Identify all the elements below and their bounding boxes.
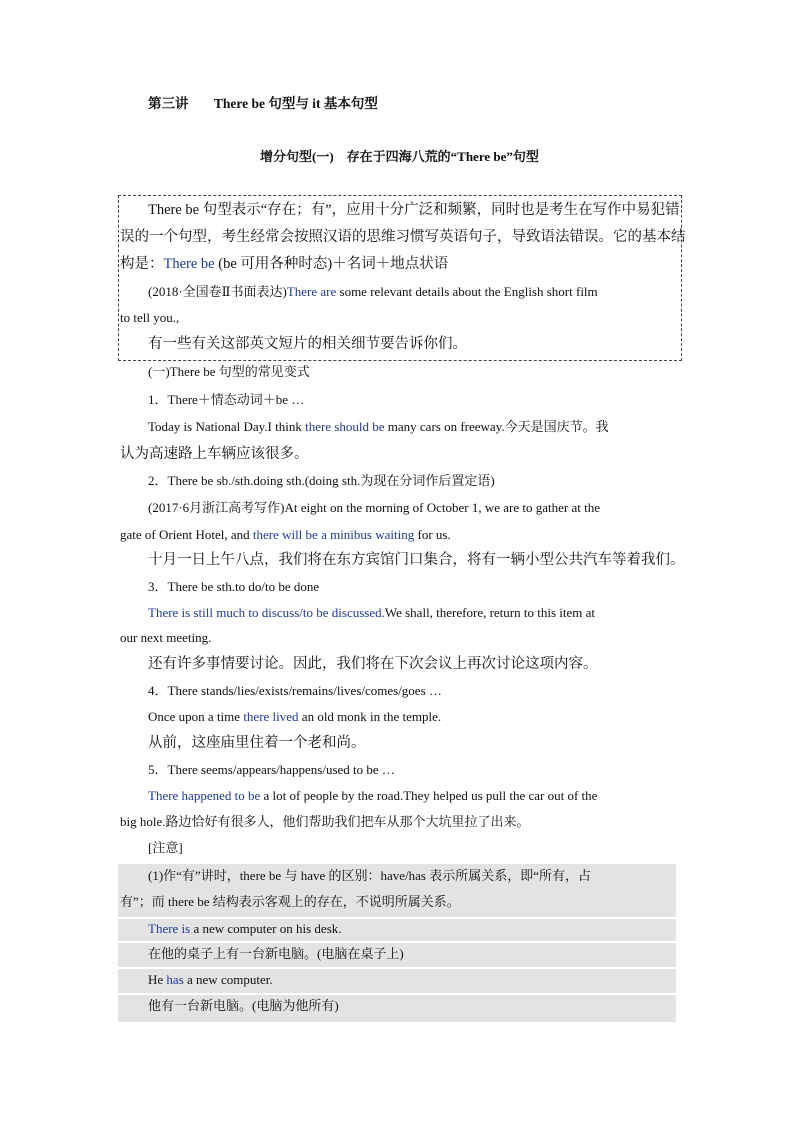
variant-4-highlight: there lived (243, 709, 299, 724)
example-rest: some relevant details about the English short film (336, 284, 598, 299)
variant-2-title (148, 472, 495, 490)
variant-5-title: 5．There seems/appears/happens/used to be … (148, 762, 395, 777)
section-title: 增分句型(一) 存在于四海八荒的“There be”句型 (260, 149, 539, 164)
note-example-1-highlight: There is (148, 921, 191, 936)
variant-5-example-cont: big hole.路边恰好有很多人，他们帮助我们把车从那个大坑里拉了出来。 (120, 814, 530, 829)
structure-formula: (be 可用各种时态)＋名词＋地点状语 (214, 256, 449, 272)
note-example-2-rest: a new computer. (183, 972, 273, 987)
intro-line-3 (120, 255, 448, 273)
note-example-2-pre: He (148, 972, 167, 987)
note-divider (118, 967, 676, 969)
variant-2-source: (2017·6月浙江高考写作) (148, 500, 285, 515)
lecture-heading (148, 95, 378, 113)
intro-example-cn: 有一些有关这部英文短片的相关细节要告诉你们。 (148, 336, 467, 352)
lecture-number: 第三讲 (148, 96, 189, 112)
variant-5-rest: a lot of people by the road.They helped us pull the car out of the (260, 788, 598, 803)
variant-2-highlight: there will be a minibus waiting (252, 527, 415, 542)
example-source: (2018·全国卷Ⅱ书面表达) (148, 284, 287, 299)
note-label: [注意] (148, 840, 183, 855)
variant-1-example-cont: 认为高速路上车辆应该很多。 (120, 446, 309, 462)
variant-2-rest: At eight on the morning of October 1, we are to gather at the (284, 500, 601, 515)
variant-4-cn: 从前，这座庙里住着一个老和尚。 (148, 735, 366, 751)
variant-2-example (148, 499, 600, 517)
intro-line-1: There be 句型表示“存在；有”，应用十分广泛和频繁，同时也是考生在写作中易犯错 (148, 202, 680, 218)
variant-3-rest: We shall, therefore, return to this item at (384, 605, 596, 620)
intro-line-3-prefix: 构是： (120, 256, 164, 272)
note-example-2-cn: 他有一台新电脑。(电脑为他所有) (148, 998, 339, 1013)
structure-highlight: There be (163, 256, 215, 272)
variant-5-example (148, 787, 597, 805)
intro-example-cont: to tell you., (120, 310, 180, 325)
example-highlight: There are (286, 284, 337, 299)
variant-1-title: 1．There＋情态动词＋be … (148, 392, 305, 407)
note-example-1-rest: a new computer on his desk. (190, 921, 342, 936)
intro-line-2: 误的一个句型，考生经常会按照汉语的思维习惯写英语句子，导致语法错误。它的基本结 (120, 229, 686, 245)
note-example-1-cn: 在他的桌子上有一台新电脑。(电脑在桌子上) (148, 946, 404, 961)
variant-3-example-cont: our next meeting. (120, 630, 212, 645)
note-example-2 (148, 971, 273, 989)
variant-2-example-cont (120, 526, 451, 544)
note-example-2-highlight: has (166, 972, 184, 987)
note-line-2: 有”；而 there be 结构表示客观上的存在，不说明所属关系。 (120, 894, 460, 909)
note-divider (118, 917, 676, 919)
variant-4-title: 4．There stands/lies/exists/remains/lives/comes/goes … (148, 683, 442, 698)
intro-example (148, 283, 598, 301)
variant-2-note: (doing sth.为现在分词作后置定语) (304, 473, 495, 488)
variant-3-highlight: There is still much to discuss/to be discussed. (148, 605, 385, 620)
note-divider (118, 941, 676, 943)
variant-3-cn: 还有许多事情要讨论。因此，我们将在下次会议上再次讨论这项内容。 (148, 656, 598, 672)
variants-title: (一)There be 句型的常见变式 (148, 364, 310, 379)
note-line-1: (1)作“有”讲时，there be 与 have 的区别：have/has 表示所属关系，即“所有，占 (148, 868, 591, 883)
note-example-1 (148, 920, 342, 938)
variant-1-example (148, 418, 609, 436)
variant-1-highlight: there should be (305, 419, 385, 434)
variant-2-pattern: 2．There be sb./sth.doing sth. (148, 473, 305, 488)
variant-3-example (148, 604, 595, 622)
variant-1-pre: Today is National Day.I think (148, 419, 306, 434)
variant-5-highlight: There happened to be (148, 788, 261, 803)
variant-4-example (148, 708, 441, 726)
note-divider (118, 993, 676, 995)
variant-2-cont-rest: for us. (414, 527, 451, 542)
variant-2-cont-pre: gate of Orient Hotel, and (120, 527, 253, 542)
variant-1-rest: many cars on freeway.今天是国庆节。我 (384, 419, 609, 434)
variant-4-pre: Once upon a time (148, 709, 244, 724)
variant-3-title: 3．There be sth.to do/to be done (148, 579, 320, 594)
variant-4-rest: an old monk in the temple. (298, 709, 442, 724)
variant-2-cn: 十月一日上午八点，我们将在东方宾馆门口集合，将有一辆小型公共汽车等着我们。 (148, 552, 685, 568)
lecture-topic: There be 句型与 it 基本句型 (213, 96, 378, 111)
